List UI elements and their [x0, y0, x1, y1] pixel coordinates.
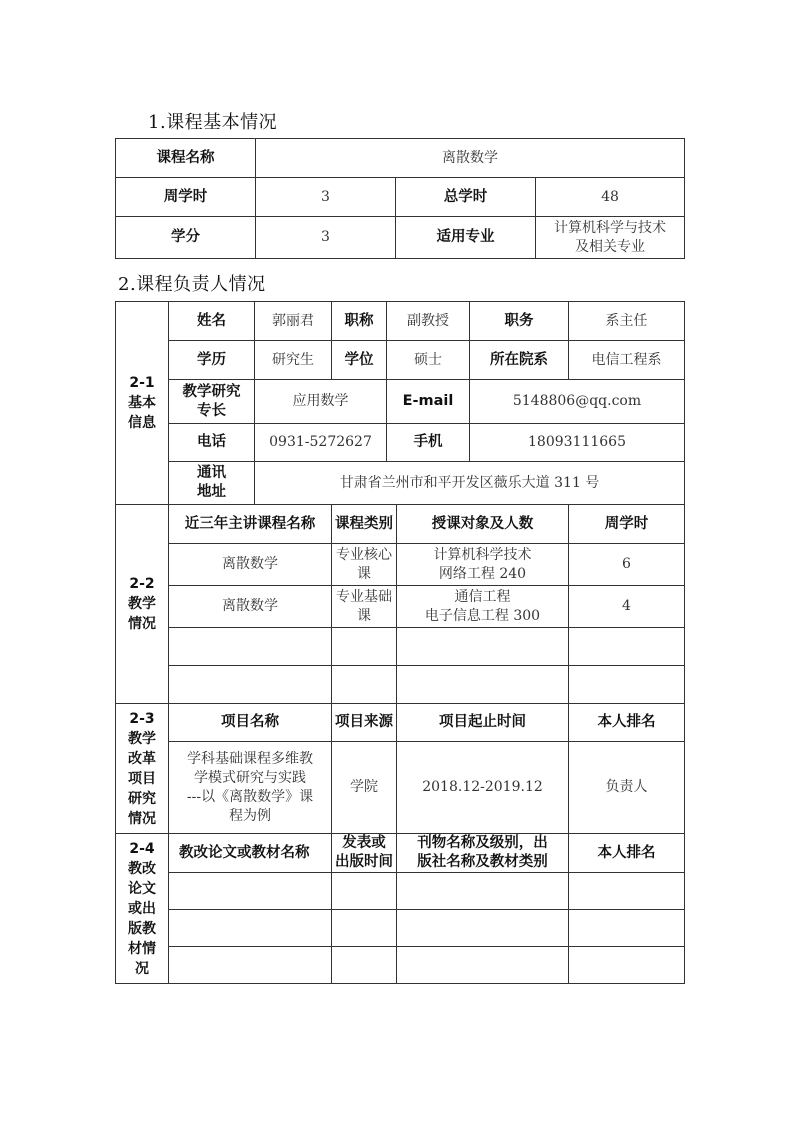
course-basic-table [115, 138, 685, 259]
teaching-hours: 6 [569, 544, 685, 586]
papers-side-6: 材情 [128, 940, 156, 957]
total-hours-label: 总学时 [396, 178, 536, 217]
teaching-target [397, 544, 569, 586]
reform-name-line2: 学模式研究与实践 [194, 769, 306, 786]
empty-cell [569, 628, 685, 666]
credits-value: 3 [256, 217, 396, 259]
section1-heading: 1.课程基本情况 [148, 112, 278, 133]
teaching-side-1: 2-2 [129, 576, 155, 592]
empty-cell [569, 873, 685, 910]
weekly-hours-value: 3 [256, 178, 396, 217]
empty-cell [332, 873, 397, 910]
reform-side-6: 情况 [128, 810, 156, 827]
papers-header-pub-2: 版社名称及教材类别 [417, 854, 548, 870]
course-name-label: 课程名称 [116, 139, 256, 178]
empty-cell [397, 873, 569, 910]
degree-value: 硕士 [387, 341, 470, 380]
empty-cell [332, 628, 397, 666]
table-row [116, 742, 685, 834]
majors-line-2: 及相关专业 [575, 238, 645, 255]
teaching-side-3: 情况 [128, 616, 156, 632]
empty-cell [397, 910, 569, 947]
reform-side-label [116, 704, 169, 834]
reform-header-source: 项目来源 [332, 704, 397, 742]
section2-heading: 2.课程负责人情况 [118, 274, 266, 295]
empty-cell [397, 666, 569, 704]
reform-period: 2018.12-2019.12 [397, 742, 569, 834]
papers-side-1: 2-4 [129, 840, 155, 857]
email-value: 5148806@qq.com [470, 380, 685, 424]
papers-side-3: 论文 [128, 880, 156, 897]
papers-header-title: 教改论文或教材名称 [169, 834, 332, 873]
empty-cell [569, 666, 685, 704]
title-value: 副教授 [387, 302, 470, 341]
papers-side-2: 教改 [128, 860, 156, 877]
research-label-2: 专长 [197, 402, 226, 419]
papers-side-7: 况 [135, 960, 149, 977]
teaching-header-target: 授课对象及人数 [397, 505, 569, 544]
teaching-target-line1: 通信工程 [454, 588, 511, 605]
empty-cell [569, 910, 685, 947]
table-row [116, 666, 685, 704]
mobile-label: 手机 [387, 424, 470, 462]
reform-side-2: 教学 [128, 730, 156, 747]
reform-side-1: 2-3 [129, 710, 155, 727]
reform-side-3: 改革 [128, 750, 156, 767]
mobile-value: 18093111665 [470, 424, 685, 462]
table-row [116, 544, 685, 586]
majors-value [536, 217, 685, 259]
reform-project-name [169, 742, 332, 834]
research-label-1: 教学研究 [182, 383, 241, 400]
basic-side-1: 2-1 [129, 375, 155, 391]
dept-value: 电信工程系 [569, 341, 685, 380]
name-label: 姓名 [169, 302, 255, 341]
table-row [116, 628, 685, 666]
papers-header-rank: 本人排名 [569, 834, 685, 873]
degree-label: 学位 [332, 341, 387, 380]
address-label-2: 地址 [197, 484, 226, 500]
empty-cell [397, 947, 569, 984]
reform-source: 学院 [332, 742, 397, 834]
dept-label: 所在院系 [470, 341, 569, 380]
teaching-header-course: 近三年主讲课程名称 [169, 505, 332, 544]
teaching-side-label [116, 505, 169, 704]
papers-side-4: 或出 [128, 900, 156, 917]
position-value: 系主任 [569, 302, 685, 341]
teaching-course: 离散数学 [169, 586, 332, 628]
reform-header-name: 项目名称 [169, 704, 332, 742]
empty-cell [169, 873, 332, 910]
empty-cell [332, 666, 397, 704]
phone-label: 电话 [169, 424, 255, 462]
basic-side-2: 基本 [128, 395, 156, 411]
teaching-target-line1: 计算机科学技术 [433, 546, 532, 563]
title-label: 职称 [332, 302, 387, 341]
total-hours-value: 48 [536, 178, 685, 217]
papers-header-publisher [397, 834, 569, 873]
research-label [169, 380, 255, 424]
name-value: 郭丽君 [255, 302, 332, 341]
teaching-side-2: 教学 [128, 596, 156, 612]
research-value: 应用数学 [255, 380, 387, 424]
majors-label: 适用专业 [396, 217, 536, 259]
empty-cell [569, 947, 685, 984]
phone-value: 0931-5272627 [255, 424, 387, 462]
teaching-hours: 4 [569, 586, 685, 628]
reform-rank: 负责人 [569, 742, 685, 834]
address-label [169, 462, 255, 505]
table-row [116, 586, 685, 628]
empty-cell [397, 628, 569, 666]
address-label-1: 通讯 [197, 465, 226, 481]
credits-label: 学分 [116, 217, 256, 259]
weekly-hours-label: 周学时 [116, 178, 256, 217]
reform-name-line1: 学科基础课程多维教 [187, 750, 313, 767]
email-label: E-mail [387, 380, 470, 424]
reform-side-4: 项目 [128, 770, 156, 787]
teaching-target-line2: 电子信息工程 300 [424, 607, 541, 624]
table-row [116, 873, 685, 910]
education-label: 学历 [169, 341, 255, 380]
reform-name-line3: ---以《离散数学》课 [186, 788, 314, 805]
course-name-value: 离散数学 [256, 139, 685, 178]
education-value: 研究生 [255, 341, 332, 380]
papers-header-date-1: 发表或 [342, 835, 386, 851]
teaching-target [397, 586, 569, 628]
empty-cell [169, 628, 332, 666]
teaching-target-line2: 网络工程 240 [438, 565, 527, 582]
papers-side-5: 版教 [128, 920, 156, 937]
majors-line-1: 计算机科学与技术 [554, 219, 666, 236]
reform-header-period: 项目起止时间 [397, 704, 569, 742]
basic-side-3: 信息 [128, 415, 156, 431]
reform-header-rank: 本人排名 [569, 704, 685, 742]
table-row [116, 947, 685, 984]
basic-info-side-label [116, 302, 169, 505]
empty-cell [169, 947, 332, 984]
papers-header-date-2: 出版时间 [335, 854, 393, 870]
address-value: 甘肃省兰州市和平开发区薇乐大道 311 号 [255, 462, 685, 505]
instructor-table [115, 301, 685, 984]
teaching-category: 专业核心课 [332, 544, 397, 586]
papers-side-label [116, 834, 169, 984]
empty-cell [332, 910, 397, 947]
papers-header-date [332, 834, 397, 873]
position-label: 职务 [470, 302, 569, 341]
teaching-header-category: 课程类别 [332, 505, 397, 544]
teaching-course: 离散数学 [169, 544, 332, 586]
reform-side-5: 研究 [128, 790, 156, 807]
empty-cell [169, 910, 332, 947]
reform-name-line4: 程为例 [229, 807, 271, 824]
papers-header-pub-1: 刊物名称及级别，出 [417, 835, 548, 851]
table-row [116, 910, 685, 947]
teaching-header-hours: 周学时 [569, 505, 685, 544]
empty-cell [169, 666, 332, 704]
empty-cell [332, 947, 397, 984]
teaching-category: 专业基础课 [332, 586, 397, 628]
